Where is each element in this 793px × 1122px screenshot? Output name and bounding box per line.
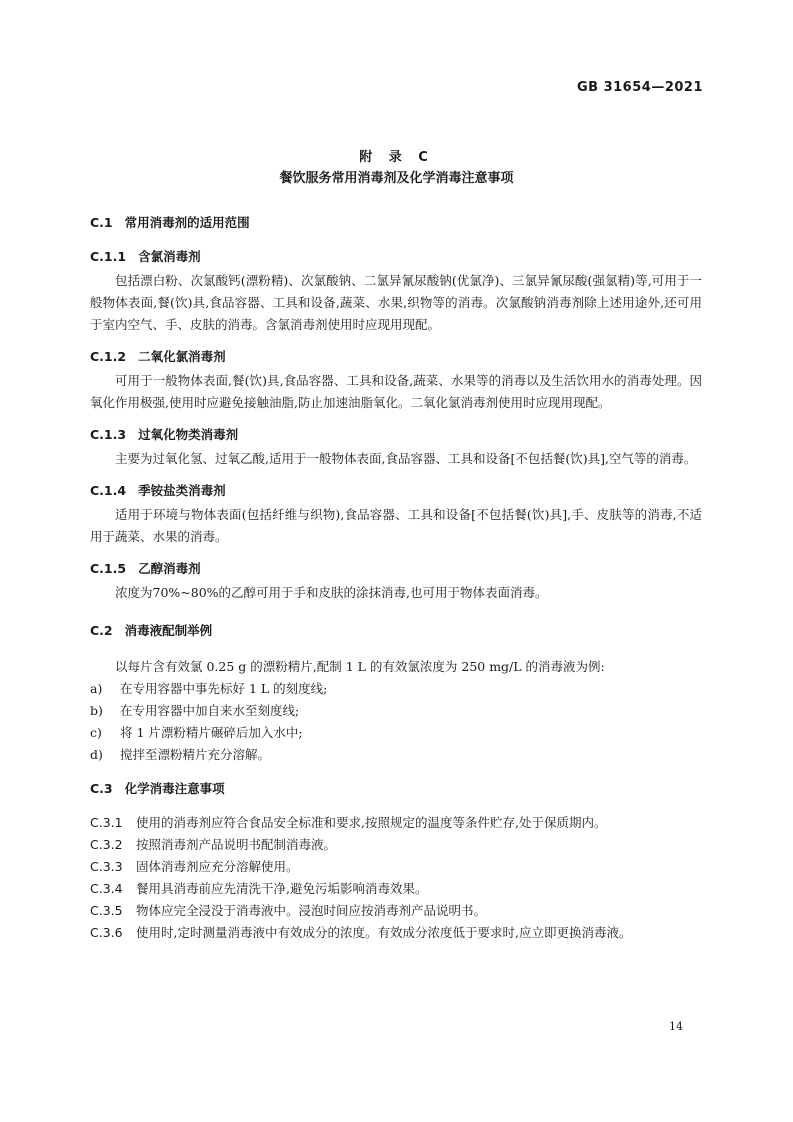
section-heading-c2 bbox=[90, 620, 702, 642]
list-text: 在专用容器中事先标好 1 L 的刻度线; bbox=[120, 681, 328, 696]
precaution-item bbox=[90, 922, 702, 944]
page-number: 14 bbox=[669, 1020, 683, 1033]
precaution-item bbox=[90, 812, 702, 834]
list-item bbox=[90, 744, 702, 766]
subsection-text: 可用于一般物体表面,餐(饮)具,食品容器、工具和设备,蔬菜、水果等的消毒以及生活饮用水的消毒处理。因氧化作用极强,使用时应避免接触油脂,防止加速油脂氧化。二氧化氯消毒剂使用时应现用现配。 bbox=[90, 373, 702, 410]
section-title: 消毒液配制举例 bbox=[124, 623, 213, 638]
list-marker: a) bbox=[90, 681, 103, 696]
subsection-title: 含氯消毒剂 bbox=[138, 249, 201, 264]
subsection-number: C.1.4 bbox=[90, 483, 127, 498]
precaution-item bbox=[90, 834, 702, 856]
section-heading-c3 bbox=[90, 778, 702, 800]
preparation-steps bbox=[90, 678, 702, 766]
precaution-text: 固体消毒剂应充分溶解使用。 bbox=[136, 859, 299, 874]
precaution-number: C.3.1 bbox=[90, 815, 123, 830]
subsection-heading-c1-1 bbox=[90, 246, 702, 268]
subsection-heading-c1-5 bbox=[90, 558, 702, 580]
subsection-title: 季铵盐类消毒剂 bbox=[138, 483, 226, 498]
precaution-item bbox=[90, 900, 702, 922]
precaution-text: 使用的消毒剂应符合食品安全标准和要求,按照规定的温度等条件贮存,处于保质期内。 bbox=[136, 815, 607, 830]
precaution-list bbox=[90, 812, 702, 944]
section-number: C.3 bbox=[90, 781, 113, 796]
section-intro: 以每片含有效氯 0.25 g 的漂粉精片,配制 1 L 的有效氯浓度为 250 mg/L 的消毒液为例: bbox=[115, 659, 605, 674]
list-text: 搅拌至漂粉精片充分溶解。 bbox=[120, 747, 271, 762]
list-text: 将 1 片漂粉精片碾碎后加入水中; bbox=[120, 725, 303, 740]
precaution-number: C.3.3 bbox=[90, 859, 123, 874]
subsection-number: C.1.2 bbox=[90, 349, 127, 364]
precaution-number: C.3.6 bbox=[90, 925, 123, 940]
precaution-item bbox=[90, 878, 702, 900]
list-marker: b) bbox=[90, 703, 103, 718]
precaution-number: C.3.4 bbox=[90, 881, 123, 896]
subsection-text: 包括漂白粉、次氯酸钙(漂粉精)、次氯酸钠、二氯异氰尿酸钠(优氯净)、三氯异氰尿酸(强氯精)等,可用于一般物体表面,餐(饮)具,食品容器、工具和设备,蔬菜、水果,织物等的消毒。次氯酸钠消毒剂除上述用途外,还可用于室内空气、手、皮肤的消毒。含氯消毒剂使用时应现用现配。 bbox=[90, 273, 702, 332]
subsection-number: C.1.3 bbox=[90, 427, 127, 442]
list-marker: c) bbox=[90, 725, 102, 740]
list-text: 在专用容器中加自来水至刻度线; bbox=[120, 703, 300, 718]
subsection-heading-c1-3 bbox=[90, 424, 702, 446]
subsection-text: 主要为过氧化氢、过氧乙酸,适用于一般物体表面,食品容器、工具和设备[不包括餐(饮)具],空气等的消毒。 bbox=[115, 451, 697, 466]
subsection-title: 乙醇消毒剂 bbox=[138, 561, 201, 576]
precaution-text: 物体应完全浸没于消毒液中。浸泡时间应按消毒剂产品说明书。 bbox=[136, 903, 487, 918]
subsection-text: 适用于环境与物体表面(包括纤维与织物),食品容器、工具和设备[不包括餐(饮)具],手、皮肤等的消毒,不适用于蔬菜、水果的消毒。 bbox=[90, 507, 702, 544]
subsection-heading-c1-4 bbox=[90, 480, 702, 502]
precaution-text: 餐用具消毒前应先清洗干净,避免污垢影响消毒效果。 bbox=[136, 881, 428, 896]
section-title: 常用消毒剂的适用范围 bbox=[124, 215, 250, 230]
list-item bbox=[90, 678, 702, 700]
precaution-text: 使用时,定时测量消毒液中有效成分的浓度。有效成分浓度低于要求时,应立即更换消毒液。 bbox=[136, 925, 632, 940]
subsection-number: C.1.1 bbox=[90, 249, 127, 264]
document-body bbox=[90, 212, 702, 944]
standard-code: GB 31654—2021 bbox=[576, 80, 703, 95]
annex-title: 餐饮服务常用消毒剂及化学消毒注意事项 bbox=[279, 171, 514, 186]
subsection-text: 浓度为70%~80%的乙醇可用于手和皮肤的涂抹消毒,也可用于物体表面消毒。 bbox=[115, 585, 548, 600]
subsection-title: 二氧化氯消毒剂 bbox=[138, 349, 226, 364]
precaution-number: C.3.2 bbox=[90, 837, 123, 852]
subsection-heading-c1-2 bbox=[90, 346, 702, 368]
section-number: C.2 bbox=[90, 623, 113, 638]
list-item bbox=[90, 722, 702, 744]
subsection-number: C.1.5 bbox=[90, 561, 127, 576]
subsection-title: 过氧化物类消毒剂 bbox=[138, 427, 239, 442]
section-number: C.1 bbox=[90, 215, 113, 230]
list-marker: d) bbox=[90, 747, 103, 762]
precaution-text: 按照消毒剂产品说明书配制消毒液。 bbox=[136, 837, 337, 852]
precaution-number: C.3.5 bbox=[90, 903, 123, 918]
annex-label: 附 录 C bbox=[359, 150, 434, 165]
section-title: 化学消毒注意事项 bbox=[124, 781, 225, 796]
list-item bbox=[90, 700, 702, 722]
precaution-item bbox=[90, 856, 702, 878]
section-heading-c1 bbox=[90, 212, 702, 234]
